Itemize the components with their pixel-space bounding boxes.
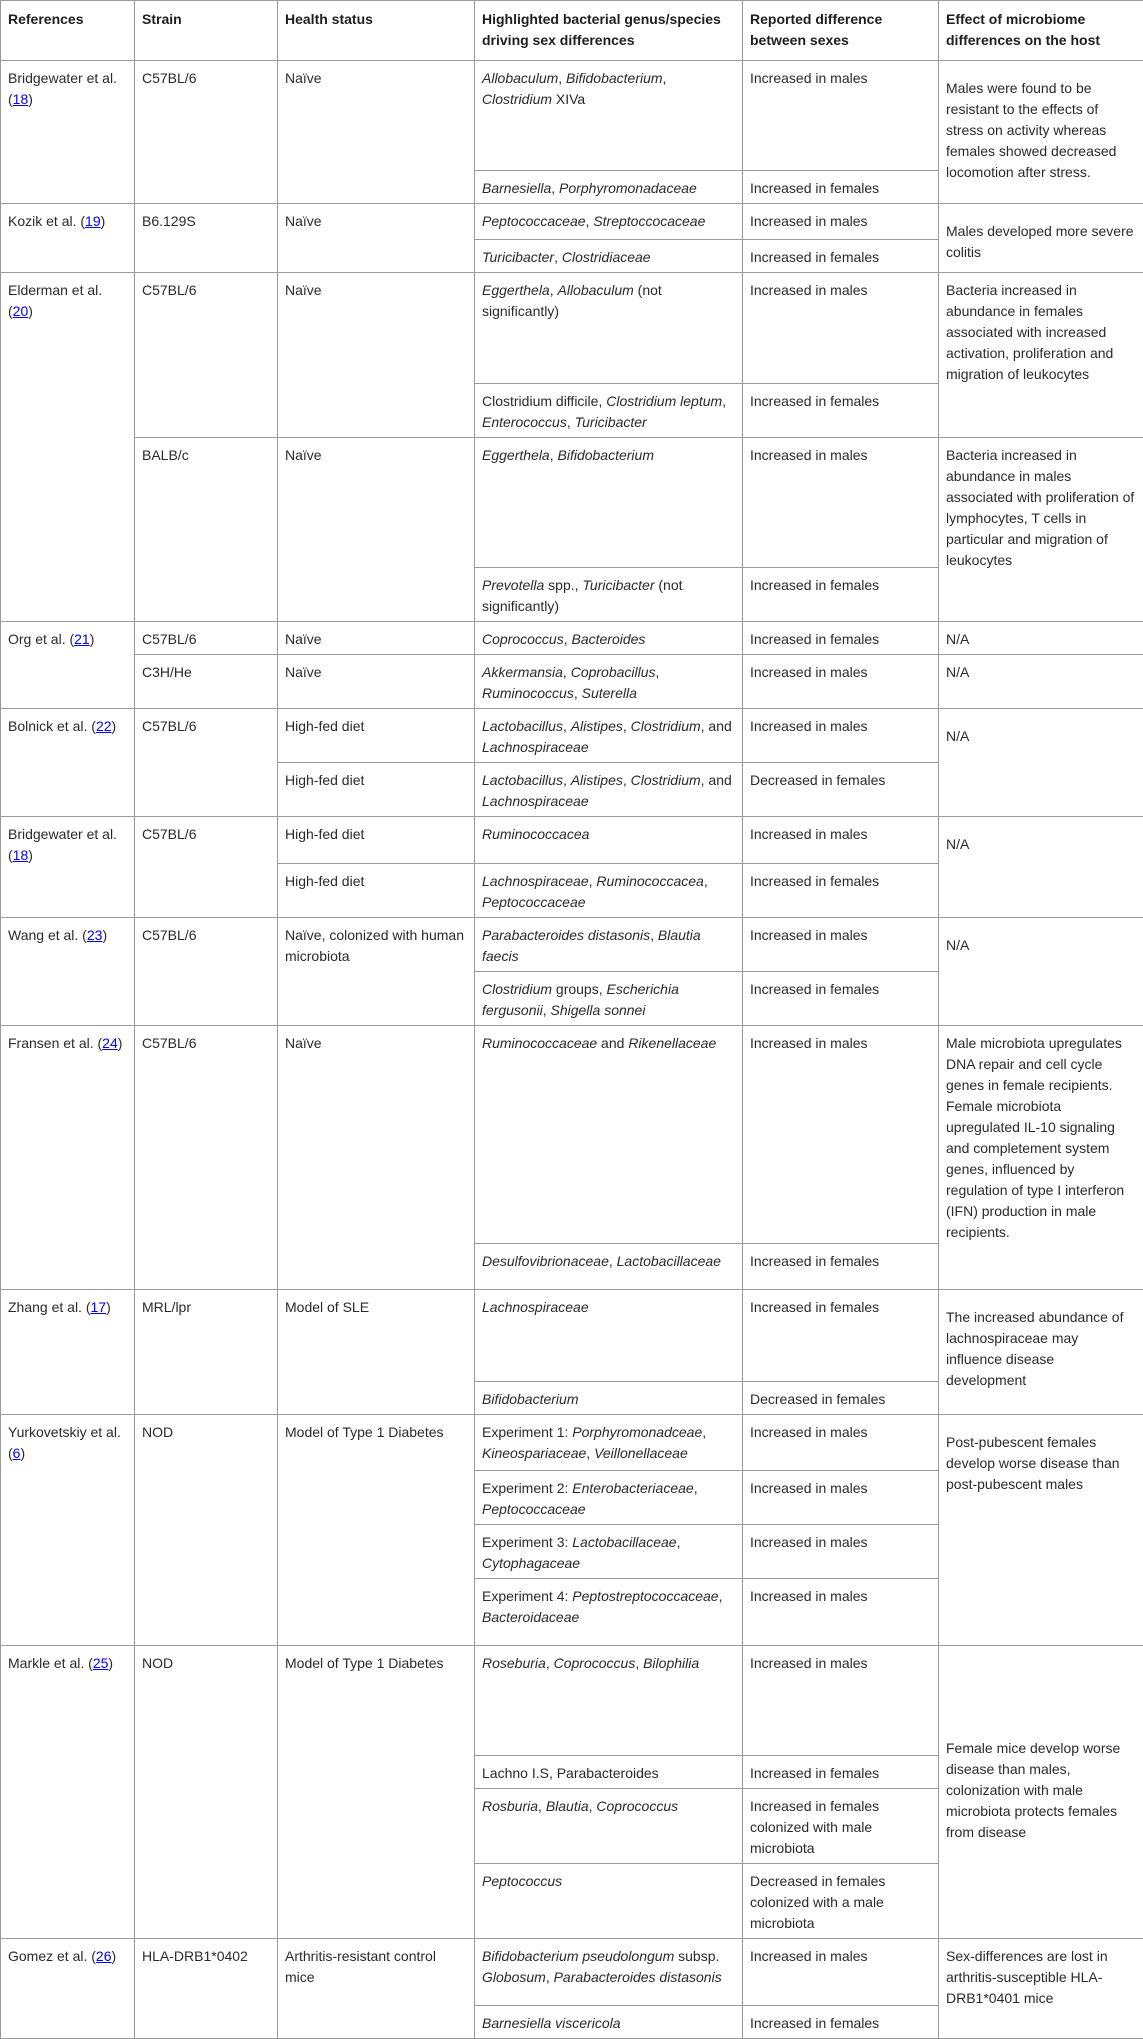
difference-cell: Increased in females [743, 1756, 939, 1789]
effect-cell: Male microbiota upregulates DNA repair and cell cycle genes in female recipients. Female microbiota upregulated IL-10 signaling and completement system genes, influenced by regulation of type I interferon (IFN) production in male recipients. [939, 1026, 1143, 1290]
difference-cell: Increased in females [743, 240, 939, 273]
bacteria-cell: Experiment 4: Peptostreptococcaceae, Bacteroidaceae [475, 1579, 743, 1646]
reference-cell: Yurkovetskiy et al. (6) [1, 1415, 135, 1646]
difference-cell: Increased in males [743, 1646, 939, 1756]
table-row [1, 622, 1143, 655]
reference-cell: Markle et al. (25) [1, 1646, 135, 1939]
reference-cell: Kozik et al. (19) [1, 204, 135, 273]
table-header-row [1, 1, 1143, 61]
table-row [1, 1646, 1143, 1756]
difference-cell: Increased in females [743, 384, 939, 438]
difference-cell: Increased in females [743, 864, 939, 918]
bacteria-cell: Roseburia, Coprococcus, Bilophilia [475, 1646, 743, 1756]
strain-cell: NOD [135, 1415, 278, 1646]
difference-cell: Increased in males [743, 655, 939, 709]
difference-cell: Increased in males [743, 1525, 939, 1579]
header-health-status: Health status [278, 1, 475, 61]
bacteria-cell: Lachnospiraceae, Ruminococcacea, Peptococcaceae [475, 864, 743, 918]
effect-cell: N/A [939, 918, 1143, 1026]
header-strain: Strain [135, 1, 278, 61]
bacteria-cell: Akkermansia, Coprobacillus, Ruminococcus, Suterella [475, 655, 743, 709]
difference-cell: Increased in males [743, 1579, 939, 1646]
health-cell: Model of Type 1 Diabetes [278, 1415, 475, 1646]
table-row [1, 438, 1143, 568]
reference-cell: Bridgewater et al. (18) [1, 817, 135, 918]
difference-cell: Increased in females [743, 568, 939, 622]
table-row [1, 1026, 1143, 1244]
citation-link[interactable]: 21 [74, 631, 90, 647]
bacteria-cell: Lactobacillus, Alistipes, Clostridium, and Lachnospiraceae [475, 763, 743, 817]
strain-cell: C57BL/6 [135, 273, 278, 438]
difference-cell: Increased in males [743, 1415, 939, 1471]
strain-cell: C57BL/6 [135, 918, 278, 1026]
health-cell: Naïve [278, 1026, 475, 1290]
difference-cell: Increased in females [743, 1244, 939, 1290]
effect-cell: N/A [939, 622, 1143, 655]
health-cell: Naïve [278, 204, 475, 273]
strain-cell: C57BL/6 [135, 817, 278, 918]
strain-cell: NOD [135, 1646, 278, 1939]
table-row [1, 1290, 1143, 1382]
reference-cell: Wang et al. (23) [1, 918, 135, 1026]
difference-cell: Increased in males [743, 918, 939, 972]
effect-cell: Bacteria increased in abundance in females associated with increased activation, proliferation and migration of leukocytes [939, 273, 1143, 438]
reference-cell: Bridgewater et al. (18) [1, 61, 135, 204]
effect-cell: Female mice develop worse disease than males, colonization with male microbiota protects females from disease [939, 1646, 1143, 1939]
bacteria-cell: Clostridium groups, Escherichia fergusonii, Shigella sonnei [475, 972, 743, 1026]
citation-link[interactable]: 6 [13, 1445, 21, 1461]
difference-cell: Decreased in females [743, 1382, 939, 1415]
header-effect-on-host: Effect of microbiome differences on the host [939, 1, 1143, 61]
citation-link[interactable]: 18 [13, 847, 29, 863]
reference-cell: Zhang et al. (17) [1, 1290, 135, 1415]
strain-cell: B6.129S [135, 204, 278, 273]
citation-link[interactable]: 24 [102, 1035, 118, 1051]
reference-cell: Fransen et al. (24) [1, 1026, 135, 1290]
effect-cell: N/A [939, 817, 1143, 918]
strain-cell: MRL/lpr [135, 1290, 278, 1415]
difference-cell: Increased in females colonized with male microbiota [743, 1789, 939, 1864]
bacteria-cell: Ruminococcaceae and Rikenellaceae [475, 1026, 743, 1244]
table-row [1, 817, 1143, 864]
effect-cell: Bacteria increased in abundance in males associated with proliferation of lymphocytes, T cells in particular and migration of leukocytes [939, 438, 1143, 622]
difference-cell: Increased in females [743, 972, 939, 1026]
difference-cell: Increased in males [743, 438, 939, 568]
difference-cell: Increased in females [743, 1290, 939, 1382]
health-cell: Naïve [278, 622, 475, 655]
bacteria-cell: Parabacteroides distasonis, Blautia faecis [475, 918, 743, 972]
table-row [1, 61, 1143, 171]
bacteria-cell: Experiment 1: Porphyromonadceae, Kineospariaceae, Veillonellaceae [475, 1415, 743, 1471]
bacteria-cell: Turicibacter, Clostridiaceae [475, 240, 743, 273]
effect-cell: The increased abundance of lachnospiraceae may influence disease development [939, 1290, 1143, 1415]
strain-cell: C3H/He [135, 655, 278, 709]
strain-cell: C57BL/6 [135, 709, 278, 817]
bacteria-cell: Ruminococcacea [475, 817, 743, 864]
bacteria-cell: Allobaculum, Bifidobacterium, Clostridium XIVa [475, 61, 743, 171]
reference-cell: Bolnick et al. (22) [1, 709, 135, 817]
header-bacterial-genus: Highlighted bacterial genus/species driving sex differences [475, 1, 743, 61]
citation-link[interactable]: 18 [13, 91, 29, 107]
table-row [1, 1939, 1143, 2006]
citation-link[interactable]: 19 [85, 213, 101, 229]
bacteria-cell: Prevotella spp., Turicibacter (not significantly) [475, 568, 743, 622]
health-cell: Naïve [278, 438, 475, 622]
citation-link[interactable]: 23 [87, 927, 103, 943]
bacteria-cell: Lachno I.S, Parabacteroides [475, 1756, 743, 1789]
health-cell: Naïve [278, 273, 475, 438]
health-cell: Arthritis-resistant control mice [278, 1939, 475, 2039]
health-cell: Model of SLE [278, 1290, 475, 1415]
health-cell: High-fed diet [278, 817, 475, 864]
header-references: References [1, 1, 135, 61]
effect-cell: Males developed more severe colitis [939, 204, 1143, 273]
citation-link[interactable]: 20 [13, 303, 29, 319]
difference-cell: Increased in males [743, 273, 939, 384]
citation-link[interactable]: 25 [93, 1655, 109, 1671]
strain-cell: BALB/c [135, 438, 278, 622]
table-row [1, 655, 1143, 709]
difference-cell: Increased in males [743, 1939, 939, 2006]
health-cell: High-fed diet [278, 763, 475, 817]
health-cell: High-fed diet [278, 864, 475, 918]
bacteria-cell: Experiment 2: Enterobacteriaceae, Peptococcaceae [475, 1471, 743, 1525]
table-row [1, 1415, 1143, 1471]
bacteria-cell: Lactobacillus, Alistipes, Clostridium, and Lachnospiraceae [475, 709, 743, 763]
effect-cell: N/A [939, 655, 1143, 709]
difference-cell: Increased in males [743, 1026, 939, 1244]
table-row [1, 918, 1143, 972]
bacteria-cell: Desulfovibrionaceae, Lactobacillaceae [475, 1244, 743, 1290]
bacteria-cell: Coprococcus, Bacteroides [475, 622, 743, 655]
bacteria-cell: Lachnospiraceae [475, 1290, 743, 1382]
header-reported-difference: Reported difference between sexes [743, 1, 939, 61]
citation-link[interactable]: 17 [91, 1299, 107, 1315]
bacteria-cell: Barnesiella, Porphyromonadaceae [475, 171, 743, 204]
citation-link[interactable]: 22 [96, 718, 112, 734]
bacteria-cell: Eggerthela, Bifidobacterium [475, 438, 743, 568]
difference-cell: Increased in males [743, 204, 939, 240]
reference-cell: Elderman et al. (20) [1, 273, 135, 622]
difference-cell: Increased in males [743, 1471, 939, 1525]
table-row [1, 709, 1143, 763]
bacteria-cell: Rosburia, Blautia, Coprococcus [475, 1789, 743, 1864]
reference-cell: Gomez et al. (26) [1, 1939, 135, 2039]
bacteria-cell: Bifidobacterium [475, 1382, 743, 1415]
difference-cell: Decreased in females colonized with a male microbiota [743, 1864, 939, 1939]
reference-cell: Org et al. (21) [1, 622, 135, 709]
bacteria-cell: Bifidobacterium pseudolongum subsp. Globosum, Parabacteroides distasonis [475, 1939, 743, 2006]
difference-cell: Increased in males [743, 61, 939, 171]
strain-cell: HLA-DRB1*0402 [135, 1939, 278, 2039]
bacteria-cell: Eggerthela, Allobaculum (not significantly) [475, 273, 743, 384]
health-cell: Naïve [278, 61, 475, 204]
health-cell: High-fed diet [278, 709, 475, 763]
difference-cell: Decreased in females [743, 763, 939, 817]
bacteria-cell: Peptococcus [475, 1864, 743, 1939]
effect-cell: Post-pubescent females develop worse disease than post-pubescent males [939, 1415, 1143, 1646]
table-row [1, 273, 1143, 384]
strain-cell: C57BL/6 [135, 622, 278, 655]
effect-cell: N/A [939, 709, 1143, 817]
bacteria-cell: Barnesiella viscericola [475, 2006, 743, 2039]
difference-cell: Increased in males [743, 817, 939, 864]
effect-cell: Sex-differences are lost in arthritis-susceptible HLA-DRB1*0401 mice [939, 1939, 1143, 2039]
difference-cell: Increased in females [743, 2006, 939, 2039]
strain-cell: C57BL/6 [135, 61, 278, 204]
citation-link[interactable]: 26 [96, 1948, 112, 1964]
effect-cell: Males were found to be resistant to the effects of stress on activity whereas females showed decreased locomotion after stress. [939, 61, 1143, 204]
health-cell: Naïve, colonized with human microbiota [278, 918, 475, 1026]
table-row [1, 204, 1143, 240]
strain-cell: C57BL/6 [135, 1026, 278, 1290]
health-cell: Naïve [278, 655, 475, 709]
difference-cell: Increased in males [743, 709, 939, 763]
difference-cell: Increased in females [743, 622, 939, 655]
bacteria-cell: Peptococcaceae, Streptoccocaceae [475, 204, 743, 240]
difference-cell: Increased in females [743, 171, 939, 204]
bacteria-cell: Clostridium difficile, Clostridium leptum, Enterococcus, Turicibacter [475, 384, 743, 438]
bacteria-cell: Experiment 3: Lactobacillaceae, Cytophagaceae [475, 1525, 743, 1579]
health-cell: Model of Type 1 Diabetes [278, 1646, 475, 1939]
